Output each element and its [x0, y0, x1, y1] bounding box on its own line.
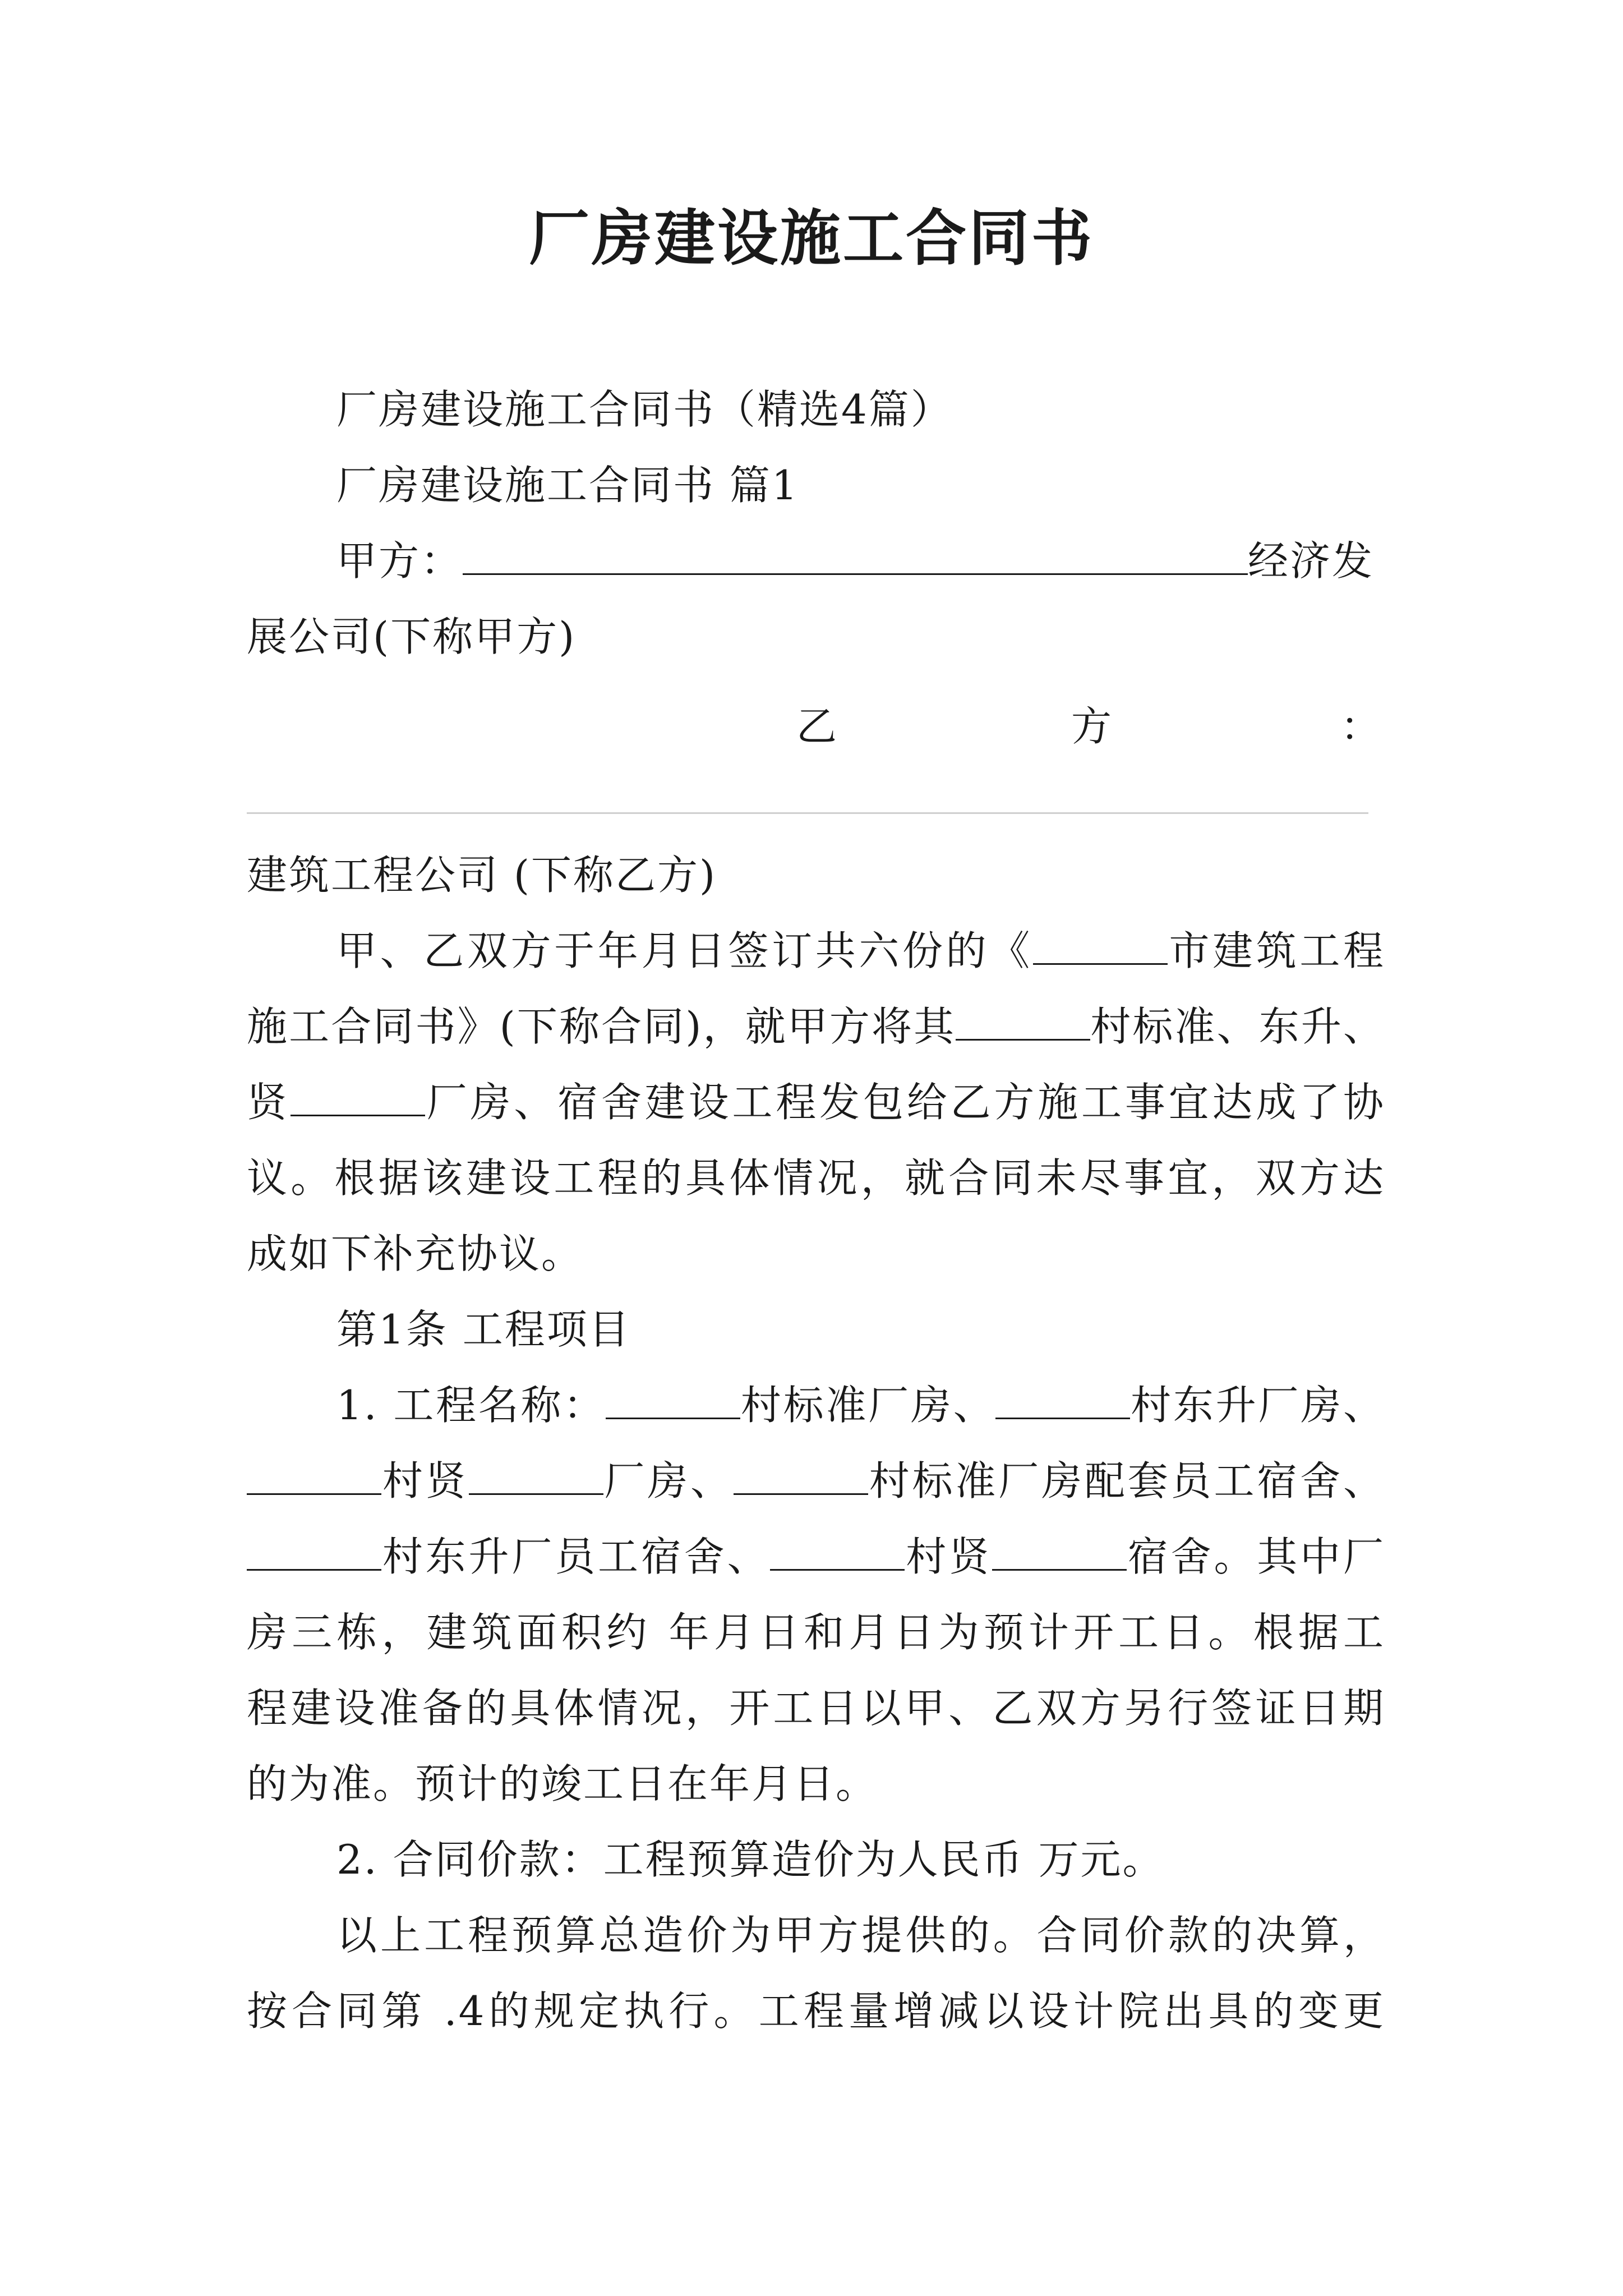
blank-line — [463, 533, 1248, 575]
party-b-colon: ： — [1340, 703, 1381, 750]
paragraph-line: 村贤 厂房、 村标准厂房配套员工宿舍、 — [247, 1453, 1385, 1509]
party-a-label: 甲方： — [336, 537, 463, 585]
blank-line — [734, 1453, 868, 1495]
party-a-line — [336, 533, 1385, 589]
paragraph-line: 贤 厂房、宿舍建设工程发包给乙方施工事宜达成了协 — [247, 1074, 1385, 1130]
blank-line — [956, 999, 1090, 1041]
contract-price-line: 2. 合同价款：工程预算造价为人民币 万元。 — [336, 1836, 1165, 1883]
party-a-suffix: 经济发 — [1248, 537, 1375, 585]
document-title: 厂房建设施工合同书 — [528, 203, 1094, 274]
party-b-char-1: 乙 — [796, 703, 837, 750]
paragraph-line: 1. 工程名称： 村标准厂房、 村东升厂房、 — [336, 1377, 1385, 1433]
paragraph-line: 的为准。预计的竣工日在年月日。 — [247, 1760, 878, 1807]
paragraph-line: 按合同第 .4的规定执行。工程量增减以设计院出具的变更 — [247, 1987, 1385, 2035]
blank-line — [469, 1453, 603, 1495]
paragraph-line: 村东升厂员工宿舍、 村贤 宿舍。其中厂 — [247, 1529, 1385, 1585]
blank-line — [291, 1074, 425, 1116]
blank-line — [992, 1529, 1127, 1571]
paragraph-line: 成如下补充协议。 — [247, 1230, 584, 1277]
blank-line — [1033, 923, 1168, 965]
blank-line — [247, 1529, 381, 1571]
blank-line — [247, 1453, 381, 1495]
article-heading: 第1条 工程项目 — [336, 1306, 631, 1353]
party-b-char-2: 方 — [1071, 703, 1112, 750]
paragraph-line: 程建设准备的具体情况，开工日以甲、乙双方另行签证日期 — [247, 1685, 1385, 1732]
blank-line — [770, 1529, 905, 1571]
paragraph-line: 甲、乙双方于年月日签订共六份的《 市建筑工程 — [336, 923, 1385, 979]
paragraph-line: 议。根据该建设工程的具体情况，就合同未尽事宜，双方达 — [247, 1154, 1385, 1202]
party-b-blank-rule — [247, 812, 1368, 814]
section-heading: 厂房建设施工合同书 篇1 — [336, 462, 799, 509]
paragraph-line: 施工合同书》(下称合同)，就甲方将其 村标准、东升、 — [247, 999, 1385, 1055]
party-b-continuation: 建筑工程公司 (下称乙方) — [247, 852, 717, 899]
blank-line — [606, 1377, 740, 1419]
party-a-continuation: 展公司(下称甲方) — [247, 613, 577, 660]
blank-line — [995, 1377, 1130, 1419]
paragraph-line: 房三栋，建筑面积约 年月日和月日为预计开工日。根据工 — [247, 1609, 1385, 1656]
paragraph-line: 以上工程预算总造价为甲方提供的。合同价款的决算， — [336, 1912, 1385, 1959]
subtitle-line: 厂房建设施工合同书（精选4篇） — [336, 386, 953, 433]
